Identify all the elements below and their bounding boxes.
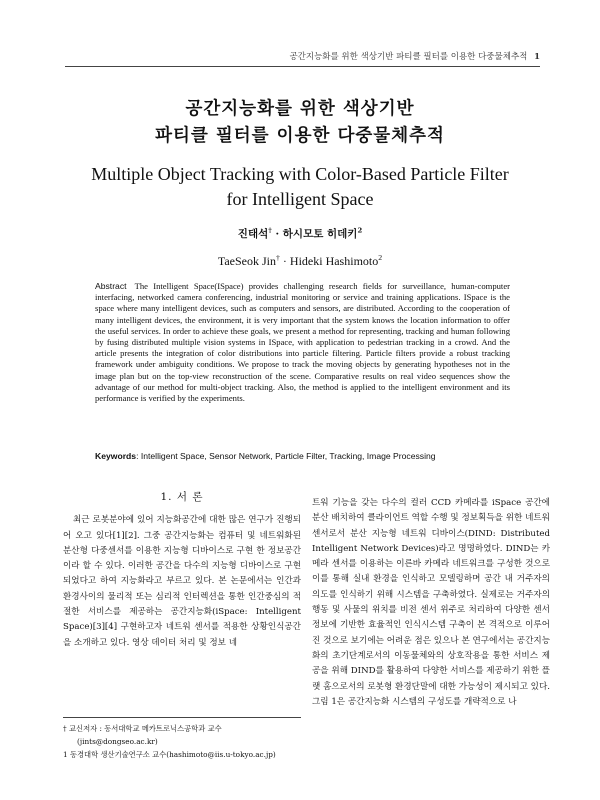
keywords-label: Keywords <box>95 451 137 461</box>
running-header <box>95 50 540 64</box>
keywords <box>95 451 510 461</box>
body-paragraph-left: 최근 로봇분야에 있어 지능화공간에 대한 많은 연구가 진행되어 오고 있다[1][2]. 그중 공간지능화는 컴퓨터 및 네트워화된 분산형 다중센서를 이용한 지능형 디바이스로 구현 한 정보공간이라 할 수 있다. 이러한 공간을 다수의 지능형 디바이스로 구현되었다고 하여 지능화라고 부르고 있다. 본 논문에서는 인간과 환경사이의 물리적 또는 심리적 인터렉션을 통한 인간중심의 적절한 서비스를 제공하는 공간지능화(iSpace: Intelligent Space)[3][4] 구현하고자 네트워 센서를 적용한 상황인식공간을 소개하고 있다. 영상 데이터 처리 및 정보 네 <box>63 515 301 648</box>
author-separator-en: · <box>279 254 290 268</box>
author-1-ko: 진태석 <box>237 228 269 240</box>
english-title-line-2: for Intelligent Space <box>226 189 374 209</box>
author-1-ko-mark: † <box>268 226 272 235</box>
footnote-rule <box>63 717 301 718</box>
korean-title-line-2: 파티클 필터를 이용한 다중물체추적 <box>155 126 445 146</box>
section-heading: 1. 서 론 <box>160 491 204 503</box>
running-title: 공간지능화를 위한 색상기반 파티클 필터를 이용한 다중물체추적 <box>289 52 528 62</box>
keywords-text: : Intelligent Space, Sensor Network, Particle Filter, Tracking, Image Processing <box>136 451 436 461</box>
footnotes <box>63 722 301 761</box>
korean-authors <box>60 226 540 241</box>
abstract <box>95 281 510 404</box>
author-1-en: TaeSeok Jin <box>217 254 276 268</box>
body-paragraph-right: 트워 기능을 갖는 다수의 컬러 CCD 카메라를 iSpace 공간에 분산 배치하여 클라이언트 역할 수행 및 정보획득을 위한 네트워 센서로서 분산 지능형 네트워 디바이스(DIND: Distributed Intelligent Network Devices)라고 명명하였다. DIND는 카메라 센서를 이용하는 이른바 카메라 네트워크를 구성한 것으로 이를 통해 실내 환경을 인식하고 모델링하며 공간 내 거주자의 의도를 인식하기 위해 시스템을 구축하였다. 실제로는 거주자의 행동 및 사물의 위치를 비전 센서 위주로 처리하여 다양한 센서정보에 기반한 효율적인 인식시스템 구축이 본 격적으로 이루어진 것으로 보기에는 어려운 점은 있으나 본 연구에서는 공간지능화의 초기단계로서의 이동물체와의 상호작용을 통한 서비스 제공을 위해 DIND를 활용하여 다양한 서비스를 제공하기 위한 플랫 홈으로서의 로봇형 환경단말에 대한 가능성이 제시되고 있다. 그림 1은 공간지능화 시스템의 구성도를 개략적으로 나 <box>312 498 550 707</box>
abstract-text: The Intelligent Space(ISpace) provides challenging research fields for surveillance, human-computer interfacing, networked camera conferencing, industrial monitoring or service and training applications. ISpace is the space where many intelligent devices, such as computers and sensors, are distributed. According to the cooperation of many intelligent devices, the environment, it is very important that the system knows the location information to offer the useful services. In order to achieve these goals, we present a method for representing, tracking and human following by fusing distributed multiple vision systems in ISpace, with application to pedestrian tracking in a crowd. And the article presents the integration of color distributions into particle filtering. Particle filters provide a robust tracking framework under ambiguity conditions. We propose to track the moving objects by generating hypotheses not in the image plan but on the top-view reconstruction of the scene. Comparative results on real video sequences show the advantage of our method for multi-object tracking. Also, the method is applied to the intelligent environment and its performance is verified by the experiments. <box>95 281 510 404</box>
english-authors <box>60 253 540 269</box>
korean-title <box>60 96 540 150</box>
abstract-label: Abstract <box>95 281 127 291</box>
page-number: 1 <box>534 52 540 62</box>
korean-title-line-1: 공간지능화를 위한 색상기반 <box>185 99 415 119</box>
author-2-en: Hideki Hashimoto <box>289 254 379 268</box>
author-2-en-mark: 2 <box>378 253 383 262</box>
footnote-corresponding-author: † 교신저자 : 동서대학교 메카트로닉스공학과 교수 <box>63 724 222 733</box>
footnote-second-author: 1 동경대학 생산기술연구소 교수(hashimoto@iis.u-tokyo.ac.jp) <box>63 750 276 759</box>
author-separator-ko: · <box>271 228 283 240</box>
english-title-line-1: Multiple Object Tracking with Color-Based Particle Filter <box>91 164 509 184</box>
author-2-ko-mark: 2 <box>357 226 363 235</box>
right-column <box>312 496 550 710</box>
author-2-ko: 하시모토 히데키 <box>282 228 358 240</box>
left-column <box>63 490 301 651</box>
footnote-email: (jints@dongseo.ac.kr) <box>77 737 158 746</box>
english-title <box>60 162 540 212</box>
header-rule <box>65 66 540 67</box>
author-1-en-mark: † <box>276 253 280 262</box>
